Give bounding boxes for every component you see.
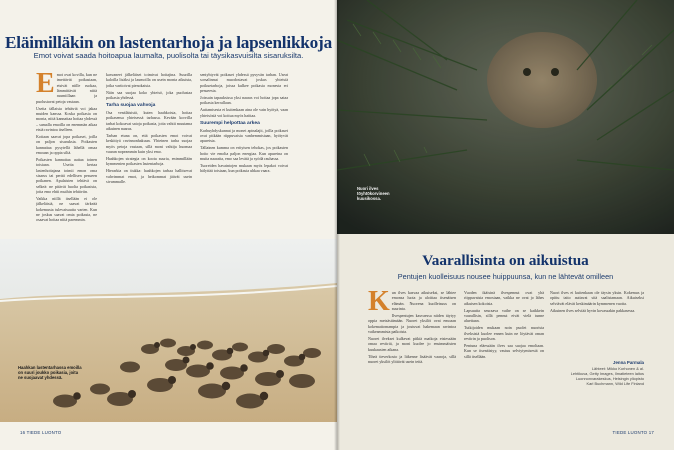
paragraph: Poikasten kannattaa auttaa toinen toisiaan. Useita kertaa lastenhoitajana toimii emon oma sisarus tai peräti edellisen pesueen poikanen. Apulaisten tehtävä on selkeä: ne pitävät huolta poikasista, jotta emo ehtii muihin tehtäviin. bbox=[36, 156, 97, 194]
paragraph: Joissain tapauksissa yksi naaras voi hoitaa jopa sataa poikasta kerrallaan. bbox=[200, 94, 288, 106]
paragraph: Tarhan etuna on, että poikasten emot voivat keskittyä ravinnonhakuun. Yhteinen tarha suojaa myös petoja vastaan, sillä moni vahtija huomaa vaaran nopeammin kuin yksi emo. bbox=[106, 133, 192, 155]
drop-cap: K bbox=[368, 290, 390, 317]
paragraph: sentyhtyvät poikaset yhdessä pysyvän tarhan. Useat sorsalinnut muodostavat joskus yhteisiä poikuetarhoja, joissa kulkee poikasia monesta eri pesueesta. bbox=[200, 72, 288, 94]
body-column-2 bbox=[106, 72, 192, 232]
paragraph: Kotiaan saavat jopa poikaset, joilla on paljon sisaruksia. Poikasten kannattaa pysytellä lähellä omaa emoaan ja oppia siltä. bbox=[36, 133, 97, 155]
paragraph: Auttamisesta ei kuitenkaan aina ole vain hyötyä, vaan yhteisöstä voi koitua myös haittaa. bbox=[200, 107, 288, 118]
body-column-3 bbox=[550, 290, 644, 352]
subheading: Suurempi helpottaa arkea bbox=[200, 120, 260, 126]
credit-line: Luonnonvarakeskus, Helsingin yliopisto bbox=[575, 376, 644, 381]
body-column-1 bbox=[368, 290, 456, 430]
page-footer: TIEDE LUONTO 17 bbox=[612, 430, 654, 435]
author-name: Jenna Parmala bbox=[613, 360, 644, 365]
paragraph: Hierarkia on tiukka: haahkojen tarhaa hallitsevat vahvimmat emot, ja heikommat jäävät usein sivummalle. bbox=[106, 168, 192, 184]
paragraph: Useita tällaisia tehtäviä voi jakaa muiden kanssa. Koska poikasia on monta, niitä kannattaa hoitaa yhdessä – samalla emoilla on enemmän aikaa etsiä ravintoa itselleen. bbox=[36, 105, 97, 133]
credit-line: Karl Buchmann, Wild Life Finland bbox=[586, 381, 644, 386]
paragraph: Karhuyhdyskunnat ja monet apinalajit, joilla poikaset ovat pitkään riippuvaisia vanhemmistaan, hyötyvät apureista. bbox=[200, 127, 288, 144]
paragraph: Tutkijoiden mukaan noin puolet nuorista ilveksistä kuolee ennen kuin ne löytävät oman reviirin ja puolison. bbox=[464, 325, 544, 341]
paragraph: Vuoden ikäisinä ilvespennut ovat yhä riippuvaisia emostaan, vaikka ne ovat jo lähes aikuisen kokoisia. bbox=[464, 290, 544, 306]
credit-line: Lehtikuva, Getty Images, Ilmatieteen laitos bbox=[570, 371, 644, 376]
photo-caption: Haahkan lastentarhassa emoilla on suuri joukko poikasia, joita ne suojaavat yhdessä. bbox=[18, 365, 82, 381]
paragraph: Pentuna eläessään ilves saa suojaa emoltaan. Kun se itsenäistyy, vastuu selviytymisestä on sillä itsellään. bbox=[464, 342, 544, 359]
paragraph: Nuoret ilvekset kulkevat pitkiä matkoja etsiessään omaa reviiriä, ja moni kuolee jo ensimmäisten kuukausien aikana. bbox=[368, 335, 456, 352]
paragraph: Tuoreiden havaintojen mukaan myös lepakot voivat hälyttää toisiaan, kun poikasia uhkaa vaara. bbox=[200, 162, 288, 174]
paragraph: Lapsuutta seuraava vaihe on se kaikkein vaarallisin, sillä pennut eivät vielä tunne aluettaan. bbox=[464, 307, 544, 324]
right-page bbox=[337, 0, 674, 450]
page-footer: 16 TIEDE LUONTO bbox=[20, 430, 62, 435]
spine-gutter bbox=[334, 0, 340, 450]
article-deck: Emot voivat saada hoitoapua laumalta, puolisolta tai täysikasvuisilta sisaruksilta. bbox=[33, 51, 304, 60]
paragraph: Vaikka niillä itsellään ei ole jälkeläisiä, ne saavat tärkeää kokemusta tulevaisuutta varten. Kun ne joskus saavat omia poikasia, ne osaavat hoitaa niitä paremmin. bbox=[36, 195, 97, 223]
drop-cap: E bbox=[36, 72, 55, 99]
paragraph: Haahkojen strategia on koota suuria, enimmillään kymmenien poikasten lastentarhoja. bbox=[106, 155, 192, 167]
paragraph: Ilvespentujen kasvaessa niiden täytyy oppia metsästämään. Nuoret yksilöt ovat emoaan kokemattomampia ja joutuvat hakemaan ravintoa vaikeammista paikoista. bbox=[368, 312, 456, 334]
eider-ducklings-photo bbox=[0, 239, 337, 422]
article-title: Eläimilläkin on lastentarhoja ja lapsenlikkoja bbox=[5, 33, 332, 52]
body-column-2 bbox=[464, 290, 544, 430]
paragraph: Tiheä tieverkosto ja liikenne lisäävät vaaroja, sillä nuoret yksilöt ylittävät usein teitä. bbox=[368, 353, 456, 364]
credit-line: Lähteet: Mikko Korhonen & al. bbox=[591, 366, 644, 371]
paragraph: Tällainen kumma on erityisen tehokas, jos poikasten hoito vie emolta paljon energiaa. Kun apureina on muita naaraita, emo saa levätä ja syödä rauhassa. bbox=[200, 145, 288, 161]
body-column-3 bbox=[200, 72, 288, 232]
paragraph: mot ovat kovilla, kun ne imettävät poikasiaan, etsivät niille ruokaa, lämmittävät niitä ruumiillaan ja puolustavat petoja vastaan. bbox=[36, 72, 97, 104]
subheading: Tarha suojaa vahvoja bbox=[106, 103, 156, 109]
credits-box bbox=[550, 360, 644, 386]
paragraph: un ilves kasvaa aikuiseksi, se lähtee emonsa luota ja aloittaa itsenäisen elämän. Nuorena kuolleisuus on suurinta. bbox=[391, 290, 456, 312]
article-deck: Pentujen kuolleisuus nousee huippuunsa, kun ne lähtevät omilleen bbox=[397, 272, 614, 281]
paragraph: Osa venäläisistä, kuten haahkoista, hoitaa poikasensa yhteisessä tarhassa. Kevään korvilla tarhat kokoavat satoja poikasia, joita vahtii muutama aikuinen naaras. bbox=[106, 110, 192, 132]
paragraph: Aikuinen ilves selviää hyvin kovassakin pakkasessa. bbox=[550, 307, 636, 313]
photo-caption: Nuori ilves töyhtökorvineen kuusikossa. bbox=[357, 186, 390, 202]
article-title: Vaarallisinta on aikuistua bbox=[422, 252, 589, 269]
paragraph: Näin saa suojaa koko yhteisö, joka puolustaa poikasia yhdessä. bbox=[106, 89, 192, 100]
paragraph: Nuori ilves ei kuitenkaan ole täysin yksin. Kokemus ja opittu taito auttavat sitä saalistamaan. Aikuiseksi selviävät elävät keskimäärin kymmenen vuotta. bbox=[550, 290, 644, 306]
paragraph: kasvaneet jälkeläiset toimivat hoitajina. Suurilla kaloilla lisäksi ja laumoilla on usein monta aikuista, jotka vartioivat pienokaisia. bbox=[106, 72, 192, 88]
